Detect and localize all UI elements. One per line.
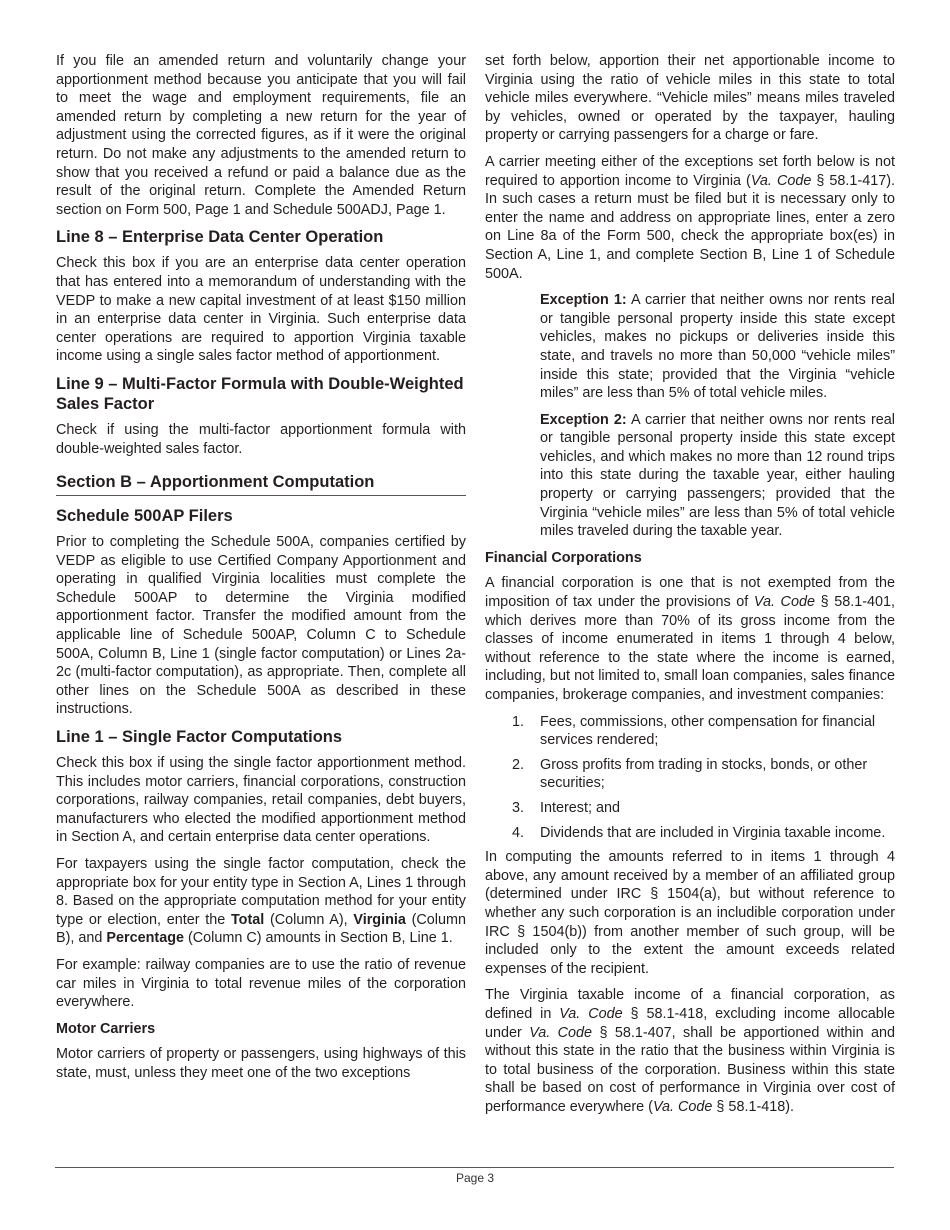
virginia-taxable-income-paragraph [485,986,895,1116]
list-number: 1. [512,713,525,730]
left-column [56,52,466,1091]
line8-paragraph: Check this box if you are an enterprise data center operation that has entered into a memorandum of understanding with the VEDP to make a new capital investment of at least $150 million in an enterprise data center in Virginia. Such enterprise data center operations are required to apportion Virginia taxable income using a single sales factor method of apportionment. [56,255,466,365]
taxpayers-paragraph [56,855,466,948]
list-text: Dividends that are included in Virginia taxable income. [540,824,886,841]
list-item [485,713,895,750]
example-paragraph: For example: railway companies are to use the ratio of revenue car miles in Virginia to total revenue miles of the corporation everywhere. [56,956,466,1011]
italic-va-code: Va. Code [750,172,812,189]
line1-paragraph: Check this box if using the single factor apportionment method. This includes motor carriers, financial corporations, construction corporations, railway companies, retail companies, debt buyers, manufacturers who elected the modified apportionment method in Section A, and certain enterprise data center operations. [56,755,466,846]
exception-2-label: Exception 2: [540,411,627,428]
line8-heading: Line 8 – Enterprise Data Center Operation [56,228,384,247]
text-span: The Virginia taxable income of a financial corporation, as defined in [485,987,895,1022]
page-number: Page 3 [455,1171,495,1185]
exception-1-text: A carrier that neither owns nor rents real or tangible personal property inside this state except vehicles, makes no pickups or deliveries inside this state, and travels no more than 50,000 “vehicle miles” inside this state; provided that the Virginia “vehicle miles” are less than 5% of total vehicle miles. [540,292,895,402]
list-number: 4. [512,824,525,841]
motor-carriers-heading: Motor Carriers [56,1020,156,1037]
text-span: § 58.1-418). [712,1098,795,1115]
footer-divider [55,1167,894,1168]
text-span: § 58.1-417). In such cases a return must be filed but it is necessary only to enter the name and address on appropriate lines, enter a zero on Line 8a of the Form 500, check the appropriate box(es) in Section A, Line 1, and complete Section B, Line 1 of Schedule 500A. [485,172,896,282]
text-span: (Column A), [264,911,354,928]
text-span: (Column C) amounts in Section B, Line 1. [184,930,453,947]
right-column [485,52,895,1124]
amended-return-paragraph: If you file an amended return and voluntarily change your apportionment method because you anticipate that you will fail to meet the wage and employment requirements, file an amended return by completing a new return for the year of adjustment using the corrected figures, as if it were the original return. Do not make any adjustments to the amended return to show that you received a refund or paid a balance due as the result of the original return. Complete the Amended Return section on Form 500, Page 1 and Schedule 500ADJ, Page 1. [56,53,466,218]
italic-va-code: Va. Code [529,1024,593,1041]
carrier-exceptions-paragraph [485,153,895,283]
text-span: (Column B), and [56,911,466,947]
line9-paragraph: Check if using the multi-factor apportionment formula with double-weighted sales factor. [56,421,466,457]
list-number: 3. [512,799,525,816]
text-span: § 58.1-401, which derives more than 70% of its gross income from the classes of income enumerated in items 1 through 4 below, without reference to the state where the income is earned, including, but not limited to, small loan companies, sales finance companies, brokerage companies, and investment companies: [485,594,896,703]
text-span: A carrier meeting either of the exceptions set forth below is not required to apportion income to Virginia ( [485,153,895,189]
schedule-500ap-heading: Schedule 500AP Filers [56,507,233,526]
list-text: Gross profits from trading in stocks, bonds, or other securities; [540,756,868,792]
exception-1-paragraph [540,291,895,403]
list-text: Interest; and [540,799,620,816]
bold-virginia: Virginia [353,911,406,928]
bold-total: Total [230,911,265,928]
text-span: § 58.1-418, excluding income allocable under [485,1005,895,1041]
italic-va-code: Va. Code [652,1098,713,1115]
motor-carriers-paragraph: Motor carriers of property or passengers, using highways of this state, must, unless they meet one of the two exceptions [56,1046,466,1081]
text-span: § 58.1-407, shall be apportioned within and without this state in the ratio that the business within Virginia is to total business of the corporation. Business within this state shall be based on cost of performance in Virginia over cost of performance everywhere ( [485,1024,895,1115]
list-item [485,824,895,843]
line9-heading: Line 9 – Multi-Factor Formula with Double-Weighted Sales Factor [56,374,464,413]
text-span: For taxpayers using the single factor computation, check the appropriate box for your entity type in Section A, Lines 1 through 8. Based on the appropriate computation method for your entity type or election, enter the [56,856,466,928]
schedule-500ap-paragraph: Prior to completing the Schedule 500A, companies certified by VEDP as eligible to use Certified Company Apportionment and operating in qualified Virginia localities must complete the Schedule 500AP to determine the Virginia modified apportionment factor. Transfer the modified amount from the applicable line of Schedule 500AP, Column C to Schedule 500A, Column B, Line 1 (single factor computation) or Lines 2a-2c (multi-factor computation), as appropriate. Then, complete all other lines on the Schedule 500A as described in these instructions. [56,534,466,718]
computing-amounts-paragraph: In computing the amounts referred to in items 1 through 4 above, any amount received by a member of an affiliated group (determined under IRC § 1504(a), but without reference to whether any such corporation is an includible corporation under IRC § 1504(b)) from another member of such group, will be included only to the extent the amount exceeds related expenses of the recipient. [485,849,895,977]
bold-percentage: Percentage [106,930,184,947]
list-number: 2. [512,756,525,773]
list-text: Fees, commissions, other compensation for financial services rendered; [540,713,876,749]
italic-va-code: Va. Code [753,594,815,611]
exception-1-label: Exception 1: [540,292,627,309]
line1-heading: Line 1 – Single Factor Computations [56,728,343,747]
exception-2-paragraph [540,411,895,541]
vehicle-miles-paragraph: set forth below, apportion their net apportionable income to Virginia using the ratio of vehicle miles in this state to total vehicle miles everywhere. “Vehicle miles” means miles traveled by vehicles, owned or operated by the taxpayer, hauling property or carrying passengers for a charge or fare. [485,53,895,144]
financial-corporations-paragraph [485,574,895,704]
italic-va-code: Va. Code [559,1005,623,1022]
section-b-heading: Section B – Apportionment Computation [56,472,466,496]
income-classes-list [485,713,895,843]
exception-2-text: A carrier that neither owns nor rents real or tangible personal property inside this state except vehicles, and which makes no more than 12 round trips into this state during the taxable year, either hauling property or carrying passengers; provided that the Virginia “vehicle miles” are less than 5% of total vehicle miles traveled during the taxable year. [540,411,895,540]
list-item [485,756,895,793]
financial-corporations-heading: Financial Corporations [485,549,642,566]
list-item [485,799,895,818]
text-span: A financial corporation is one that is not exempted from the imposition of tax under the provisions of [485,575,895,611]
